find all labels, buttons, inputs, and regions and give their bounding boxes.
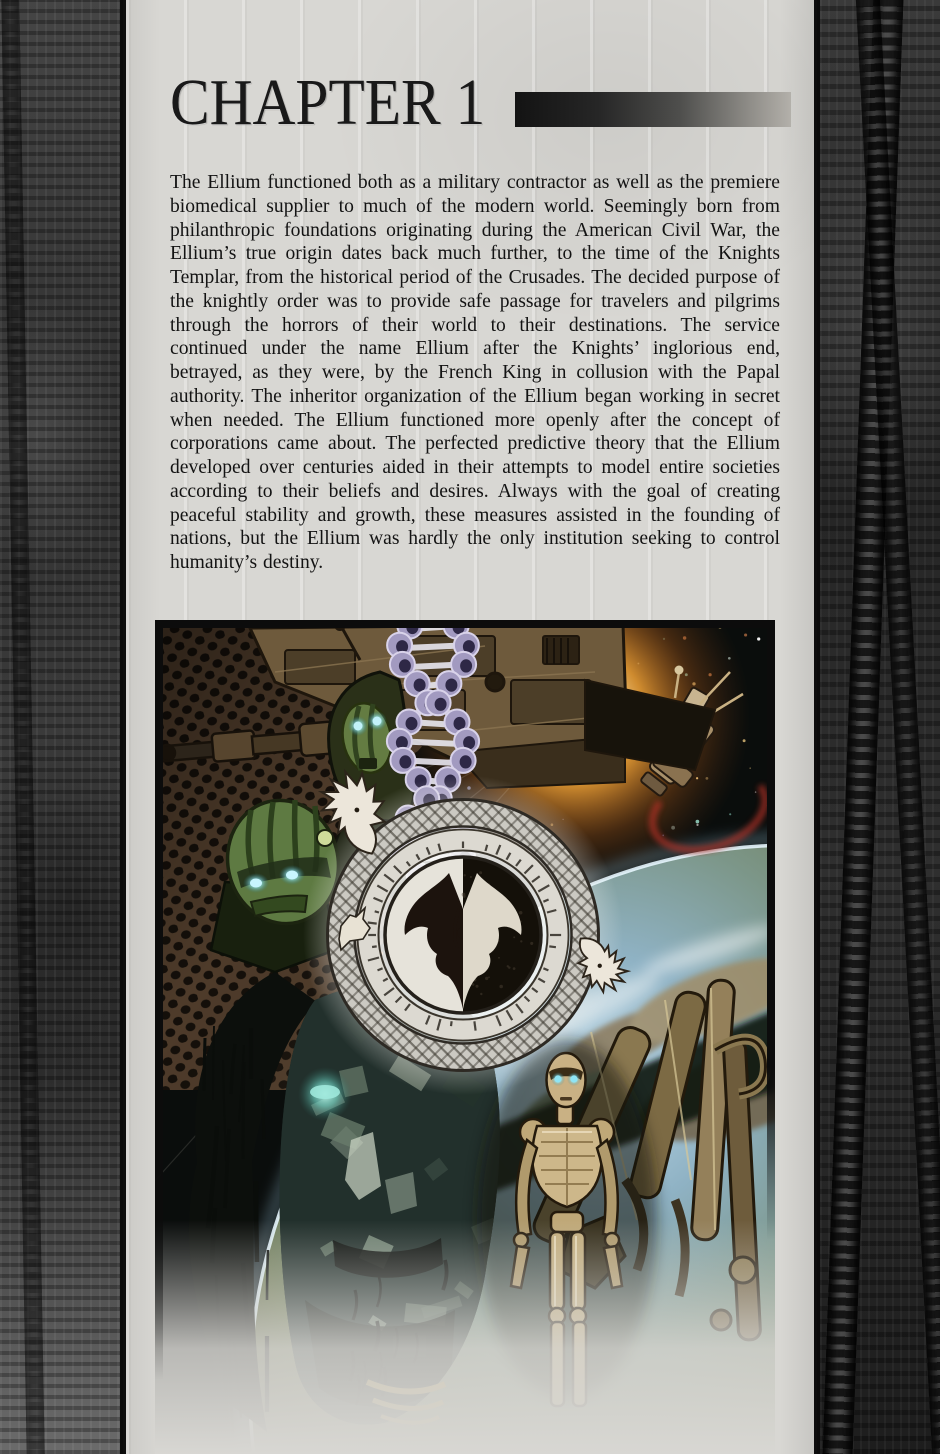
right-page-border-texture bbox=[817, 0, 940, 1454]
illustration-panel bbox=[155, 620, 775, 1454]
ribbed-tube-texture bbox=[822, 0, 904, 1454]
page-surface bbox=[123, 0, 817, 1454]
ribbed-tube-texture bbox=[1, 0, 45, 1454]
title-gradient-bar bbox=[515, 92, 791, 127]
chapter-paragraph: The Ellium functioned both as a military contractor as well as the premiere biomedical supplier to much of the modern world. Seemingly born from philanthropic foundations originating during the American Civil War, the Ellium’s true origin dates back much further, to the time of the Knights Templar, from the historical period of the Crusades. The decided purpose of the knightly order was to provide safe passage for travelers and pilgrims through the horrors of their world to their destinations. The service continued under the name Ellium after the Knights’ inglorious end, betrayed, as they were, by the French King in collusion with the Papal authority. The inheritor organization of the Ellium began working in secret when needed. The Ellium functioned more openly after the concept of corporations came about. The perfected predictive theory that the Ellium developed over centuries aided in their attempts to model entire societies according to their beliefs and desires. Always with the goal of creating peaceful stability and growth, these measures assisted in the founding of nations, but the Ellium was hardly the only institution seeking to control humanity’s destiny. bbox=[170, 172, 780, 573]
left-page-border-texture bbox=[0, 0, 123, 1454]
chapter-title: CHAPTER 1 bbox=[170, 66, 486, 139]
sci-fi-montage-illustration bbox=[155, 620, 775, 1454]
fade-out bbox=[155, 1220, 775, 1454]
